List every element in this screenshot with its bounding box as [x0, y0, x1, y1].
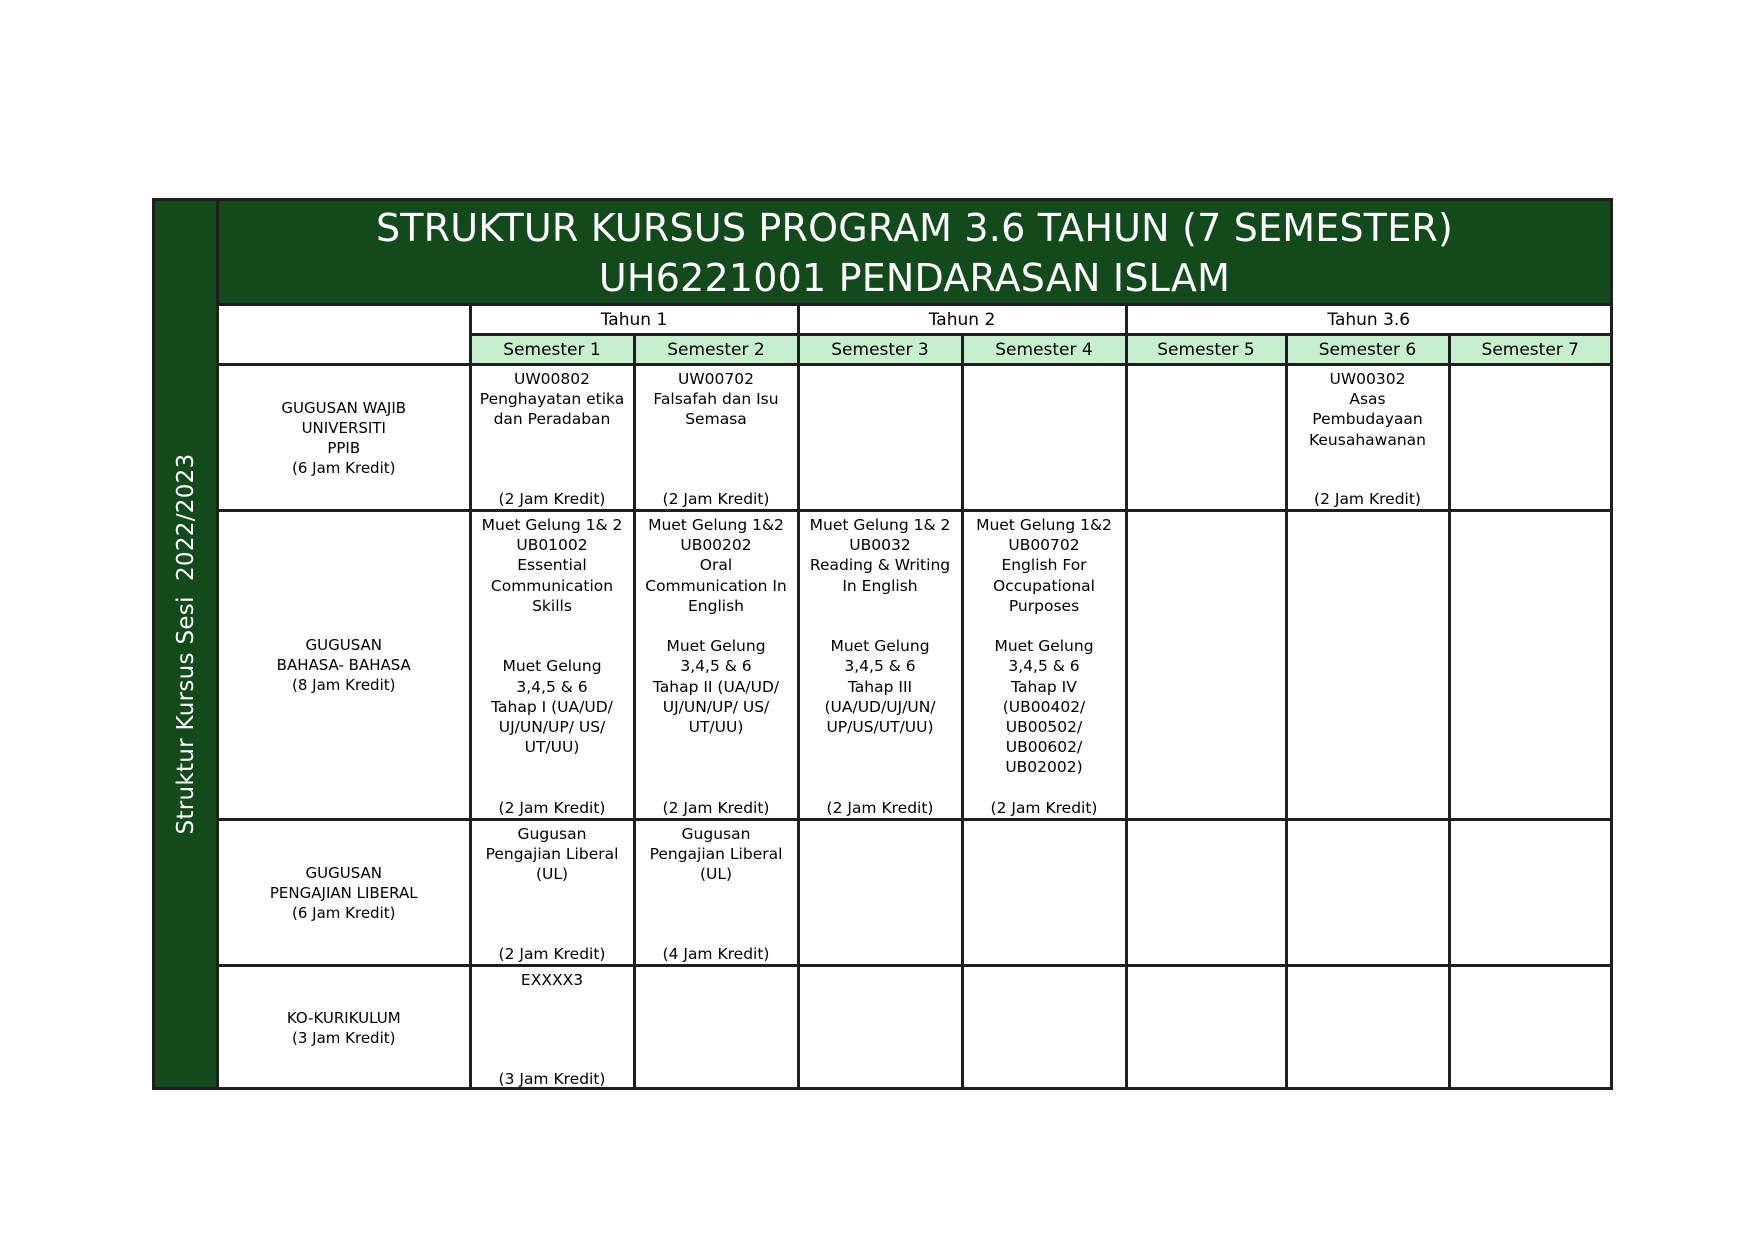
course-structure-sheet [152, 198, 1613, 1090]
course-cell [634, 966, 798, 1089]
table-row [219, 820, 1610, 966]
credit-text: (2 Jam Kredit) [662, 799, 770, 817]
course-cell [1449, 820, 1610, 966]
course-text: UW00702 Falsafah dan Isu Semasa [653, 370, 779, 429]
group-label: GUGUSAN BAHASA- BAHASA (8 Jam Kredit) [219, 511, 470, 820]
course-cell [1449, 511, 1610, 820]
credit-text: (2 Jam Kredit) [498, 945, 606, 963]
course-text [1451, 512, 1611, 515]
course-text [1128, 821, 1285, 824]
semester-header: Semester 7 [1449, 335, 1610, 365]
semester-header: Semester 5 [1126, 335, 1286, 365]
semester-header: Semester 1 [470, 335, 634, 365]
credit-text: (2 Jam Kredit) [1314, 490, 1421, 508]
course-cell [634, 820, 798, 966]
semester-header: Semester 6 [1286, 335, 1449, 365]
title-banner [219, 201, 1610, 306]
side-band [155, 201, 219, 1087]
course-text [1128, 967, 1285, 970]
course-cell [470, 820, 634, 966]
course-cell [634, 365, 798, 511]
credit-text: (4 Jam Kredit) [662, 945, 770, 963]
session-label: Struktur Kursus Sesi 2022/2023 [172, 453, 199, 835]
course-text [800, 366, 961, 369]
course-text [1288, 821, 1448, 824]
course-cell [798, 820, 962, 966]
course-cell [962, 966, 1126, 1089]
semester-header: Semester 4 [962, 335, 1126, 365]
year-header: Tahun 3.6 [1126, 306, 1610, 335]
course-table [219, 306, 1610, 1089]
credit-text: (2 Jam Kredit) [498, 799, 606, 817]
course-text [1128, 366, 1285, 369]
course-cell [962, 511, 1126, 820]
course-text [1451, 967, 1611, 970]
course-cell [1286, 820, 1449, 966]
course-cell [1126, 365, 1286, 511]
course-cell [1126, 820, 1286, 966]
course-text: EXXXX3 [520, 971, 584, 989]
group-label: GUGUSAN WAJIB UNIVERSITI PPIB (6 Jam Kredit) [219, 365, 470, 511]
course-cell [1126, 511, 1286, 820]
course-cell [1449, 365, 1610, 511]
course-text: UW00302 Asas Pembudayaan Keusahawanan [1309, 370, 1426, 449]
course-cell [1286, 966, 1449, 1089]
course-cell [1449, 966, 1610, 1089]
course-cell [798, 365, 962, 511]
title-line-2: UH6221001 PENDARASAN ISLAM [598, 256, 1231, 300]
year-header-row [219, 306, 1610, 335]
course-text: Muet Gelung 1& 2 UB01002 Essential Communication Skills Muet Gelung 3,4,5 & 6 Tahap I (UA/UD/ UJ/UN/UP/ US/ UT/UU) [481, 516, 623, 757]
course-text: Muet Gelung 1&2 UB00702 English For Occupational Purposes Muet Gelung 3,4,5 & 6 Tahap IV (UB00402/ UB00502/ UB00602/ UB02002) [976, 516, 1112, 777]
course-text: Muet Gelung 1& 2 UB0032 Reading & Writing In English Muet Gelung 3,4,5 & 6 Tahap III (UA/UD/UJ/UN/ UP/US/UT/UU) [809, 516, 951, 737]
course-text [1288, 512, 1448, 515]
course-cell [470, 365, 634, 511]
course-text [1451, 821, 1611, 824]
group-header-blank [219, 306, 470, 365]
course-text: Gugusan Pengajian Liberal (UL) [649, 825, 783, 884]
course-cell [962, 820, 1126, 966]
course-text: Muet Gelung 1&2 UB00202 Oral Communication In English Muet Gelung 3,4,5 & 6 Tahap II (UA/UD/ UJ/UN/UP/ US/ UT/UU) [645, 516, 787, 737]
course-text [800, 967, 961, 970]
course-cell [634, 511, 798, 820]
semester-header: Semester 3 [798, 335, 962, 365]
group-label: KO-KURIKULUM (3 Jam Kredit) [219, 966, 470, 1089]
credit-text: (3 Jam Kredit) [498, 1069, 606, 1088]
course-cell [1286, 365, 1449, 511]
semester-header: Semester 2 [634, 335, 798, 365]
table-row [219, 511, 1610, 820]
credit-text: (2 Jam Kredit) [498, 490, 606, 508]
course-cell [798, 966, 962, 1089]
year-header: Tahun 1 [470, 306, 798, 335]
course-cell [470, 511, 634, 820]
course-cell [470, 966, 634, 1089]
course-cell [798, 511, 962, 820]
course-text [964, 821, 1125, 824]
course-text [964, 967, 1125, 970]
course-text [1288, 967, 1448, 970]
course-text [1128, 512, 1285, 515]
table-row [219, 966, 1610, 1089]
credit-text: (2 Jam Kredit) [990, 799, 1098, 817]
course-text [1451, 366, 1611, 369]
course-cell [1126, 966, 1286, 1089]
course-text [964, 366, 1125, 369]
course-text: UW00802 Penghayatan etika dan Peradaban [479, 370, 625, 429]
main-area [219, 201, 1610, 1087]
title-line-1: STRUKTUR KURSUS PROGRAM 3.6 TAHUN (7 SEMESTER) [375, 206, 1454, 250]
credit-text: (2 Jam Kredit) [662, 490, 770, 508]
course-text [636, 967, 797, 970]
course-cell [1286, 511, 1449, 820]
group-label: GUGUSAN PENGAJIAN LIBERAL (6 Jam Kredit) [219, 820, 470, 966]
course-text: Gugusan Pengajian Liberal (UL) [485, 825, 619, 884]
table-row [219, 365, 1610, 511]
credit-text: (2 Jam Kredit) [826, 799, 934, 817]
course-cell [962, 365, 1126, 511]
year-header: Tahun 2 [798, 306, 1126, 335]
course-text [800, 821, 961, 824]
